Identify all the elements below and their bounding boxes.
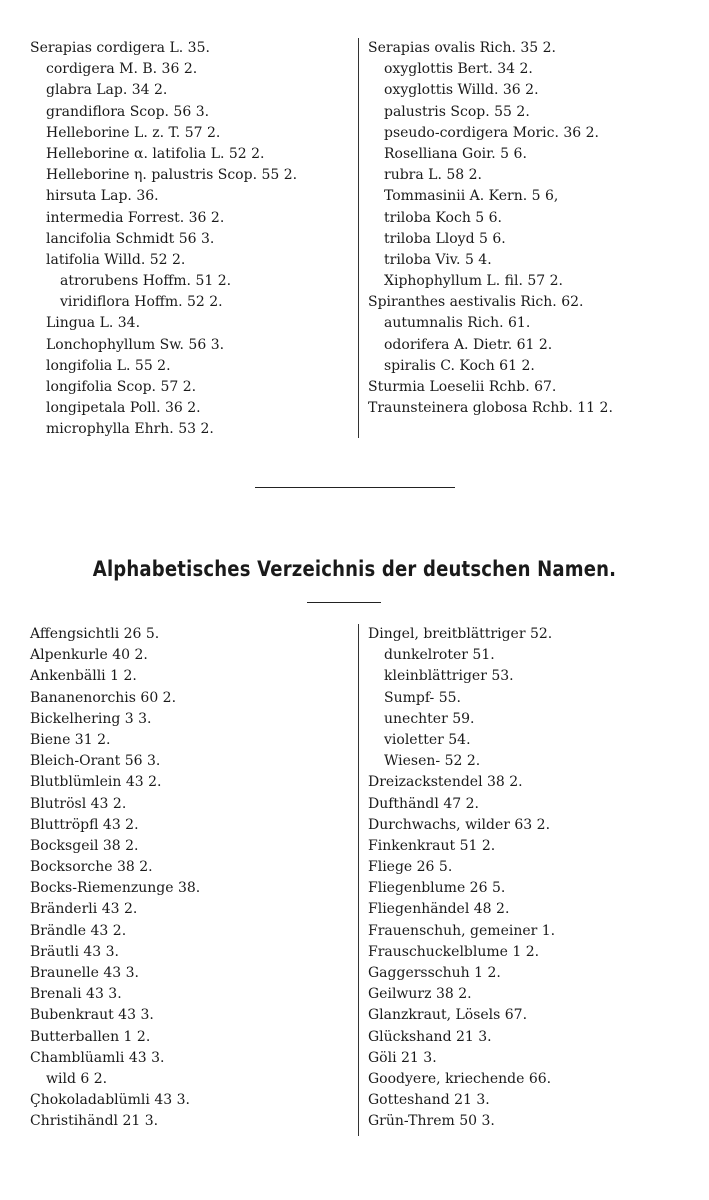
index-entry: Grün-Threm 50 3. (368, 1113, 495, 1130)
index-column-bottom-left (30, 624, 200, 1133)
index-entry: Chamblüamli 43 3. (30, 1049, 165, 1066)
index-entry: triloba Viv. 5 4. (384, 251, 492, 268)
index-entry: Bocks-Riemenzunge 38. (30, 880, 201, 897)
index-entry: Serapias cordigera L. 35. (30, 40, 210, 56)
index-entry: atrorubens Hoffm. 51 2. (60, 273, 232, 290)
section-heading: Alphabetisches Verzeichnis der deutschen Namen. (92, 557, 617, 581)
index-entry: Wiesen- 52 2. (384, 753, 481, 770)
index-entry: Brenali 43 3. (30, 986, 122, 1003)
index-entry: Goodyere, kriechende 66. (368, 1070, 552, 1087)
heading-underline-rule (307, 602, 381, 603)
index-entry: longipetala Poll. 36 2. (46, 400, 201, 417)
index-entry: Affengsichtli 26 5. (30, 626, 160, 642)
index-entry: Butterballen 1 2. (30, 1028, 151, 1045)
index-entry: kleinblättriger 53. (384, 668, 514, 685)
index-entry: spiralis C. Koch 61 2. (384, 357, 535, 374)
index-entry: microphylla Ehrh. 53 2. (46, 421, 214, 438)
index-entry: Bräutli 43 3. (30, 943, 119, 960)
index-entry: Geilwurz 38 2. (368, 986, 472, 1003)
index-entry: Bananenorchis 60 2. (30, 689, 177, 706)
index-entry: Sturmia Loeselii Rchb. 67. (368, 379, 557, 395)
index-entry: glabra Lap. 34 2. (46, 82, 168, 99)
index-entry: Traunsteinera globosa Rchb. 11 2. (368, 400, 613, 417)
index-entry: pseudo-cordigera Moric. 36 2. (384, 124, 600, 141)
index-entry: Spiranthes aestivalis Rich. 62. (368, 294, 584, 311)
index-entry: Serapias ovalis Rich. 35 2. (368, 40, 557, 56)
index-entry: Bocksgeil 38 2. (30, 837, 139, 854)
index-entry: Finkenkraut 51 2. (368, 837, 496, 854)
index-entry: lancifolia Schmidt 56 3. (46, 230, 215, 247)
index-entry: Blutblümlein 43 2. (30, 774, 162, 791)
index-entry: violetter 54. (384, 731, 471, 748)
index-entry: triloba Koch 5 6. (384, 209, 502, 226)
index-entry: latifolia Willd. 52 2. (46, 251, 186, 268)
index-column-top-right (368, 38, 613, 419)
index-entry: Dreizackstendel 38 2. (368, 774, 523, 791)
index-entry: Bickelhering 3 3. (30, 710, 152, 727)
index-entry: Sumpf- 55. (384, 689, 461, 706)
index-entry: Durchwachs, wilder 63 2. (368, 816, 551, 833)
index-entry: Helleborine L. z. T. 57 2. (46, 124, 221, 141)
index-entry: Alpenkurle 40 2. (30, 647, 148, 664)
index-entry: Glückshand 21 3. (368, 1028, 492, 1045)
index-entry: cordigera M. B. 36 2. (46, 61, 198, 78)
index-entry: Bleich-Orant 56 3. (30, 753, 161, 770)
index-entry: viridiflora Hoffm. 52 2. (60, 294, 223, 311)
index-entry: Biene 31 2. (30, 731, 111, 748)
index-entry: Bocksorche 38 2. (30, 859, 153, 876)
index-entry: Bränderli 43 2. (30, 901, 138, 918)
index-entry: Braunelle 43 3. (30, 965, 139, 981)
index-entry: Lingua L. 34. (46, 315, 141, 332)
index-entry: Fliege 26 5. (368, 859, 453, 876)
index-entry: Glanzkraut, Lösels 67. (368, 1007, 528, 1024)
index-entry: wild 6 2. (46, 1070, 108, 1087)
index-entry: intermedia Forrest. 36 2. (46, 209, 225, 226)
index-entry: Dufthändl 47 2. (368, 795, 479, 812)
index-entry: Fliegenhändel 48 2. (368, 901, 510, 918)
index-entry: Frauenschuh, gemeiner 1. (368, 922, 556, 939)
index-entry: Bubenkraut 43 3. (30, 1007, 154, 1024)
index-entry: triloba Lloyd 5 6. (384, 230, 506, 247)
index-entry: Roselliana Goir. 5 6. (384, 145, 527, 162)
index-entry: Gotteshand 21 3. (368, 1092, 490, 1109)
index-entry: unechter 59. (384, 710, 475, 727)
column-divider-bottom (358, 624, 359, 1136)
index-entry: Frauschuckelblume 1 2. (368, 943, 540, 960)
index-column-bottom-right (368, 624, 555, 1133)
index-entry: Xiphophyllum L. fil. 57 2. (384, 273, 563, 290)
section-divider-rule (255, 487, 455, 488)
index-entry: autumnalis Rich. 61. (384, 315, 531, 332)
index-entry: longifolia Scop. 57 2. (46, 379, 197, 395)
index-entry: Ankenbälli 1 2. (30, 668, 137, 685)
index-entry: rubra L. 58 2. (384, 167, 482, 184)
index-entry: Çhokoladablümli 43 3. (30, 1092, 190, 1109)
index-entry: dunkelroter 51. (384, 647, 495, 664)
index-entry: Lonchophyllum Sw. 56 3. (46, 336, 225, 353)
index-entry: oxyglottis Willd. 36 2. (384, 82, 539, 99)
index-entry: oxyglottis Bert. 34 2. (384, 61, 533, 78)
index-entry: grandiflora Scop. 56 3. (46, 103, 210, 120)
index-entry: Bluttröpfl 43 2. (30, 816, 139, 833)
index-entry: longifolia L. 55 2. (46, 357, 171, 374)
index-entry: Gaggersschuh 1 2. (368, 965, 501, 981)
index-entry: Fliegenblume 26 5. (368, 880, 506, 897)
index-entry: Tommasinii A. Kern. 5 6, (384, 188, 559, 205)
index-entry: Göli 21 3. (368, 1049, 437, 1066)
column-divider-top (358, 38, 359, 438)
index-entry: Dingel, breitblättriger 52. (368, 626, 553, 642)
index-column-top-left (30, 38, 297, 441)
index-entry: palustris Scop. 55 2. (384, 103, 530, 120)
index-entry: Christihändl 21 3. (30, 1113, 159, 1130)
index-entry: Helleborine η. palustris Scop. 55 2. (46, 167, 298, 184)
index-entry: odorifera A. Dietr. 61 2. (384, 336, 553, 353)
index-entry: Brändle 43 2. (30, 922, 127, 939)
index-entry: hirsuta Lap. 36. (46, 188, 159, 205)
index-entry: Blutrösl 43 2. (30, 795, 127, 812)
index-entry: Helleborine α. latifolia L. 52 2. (46, 145, 265, 162)
